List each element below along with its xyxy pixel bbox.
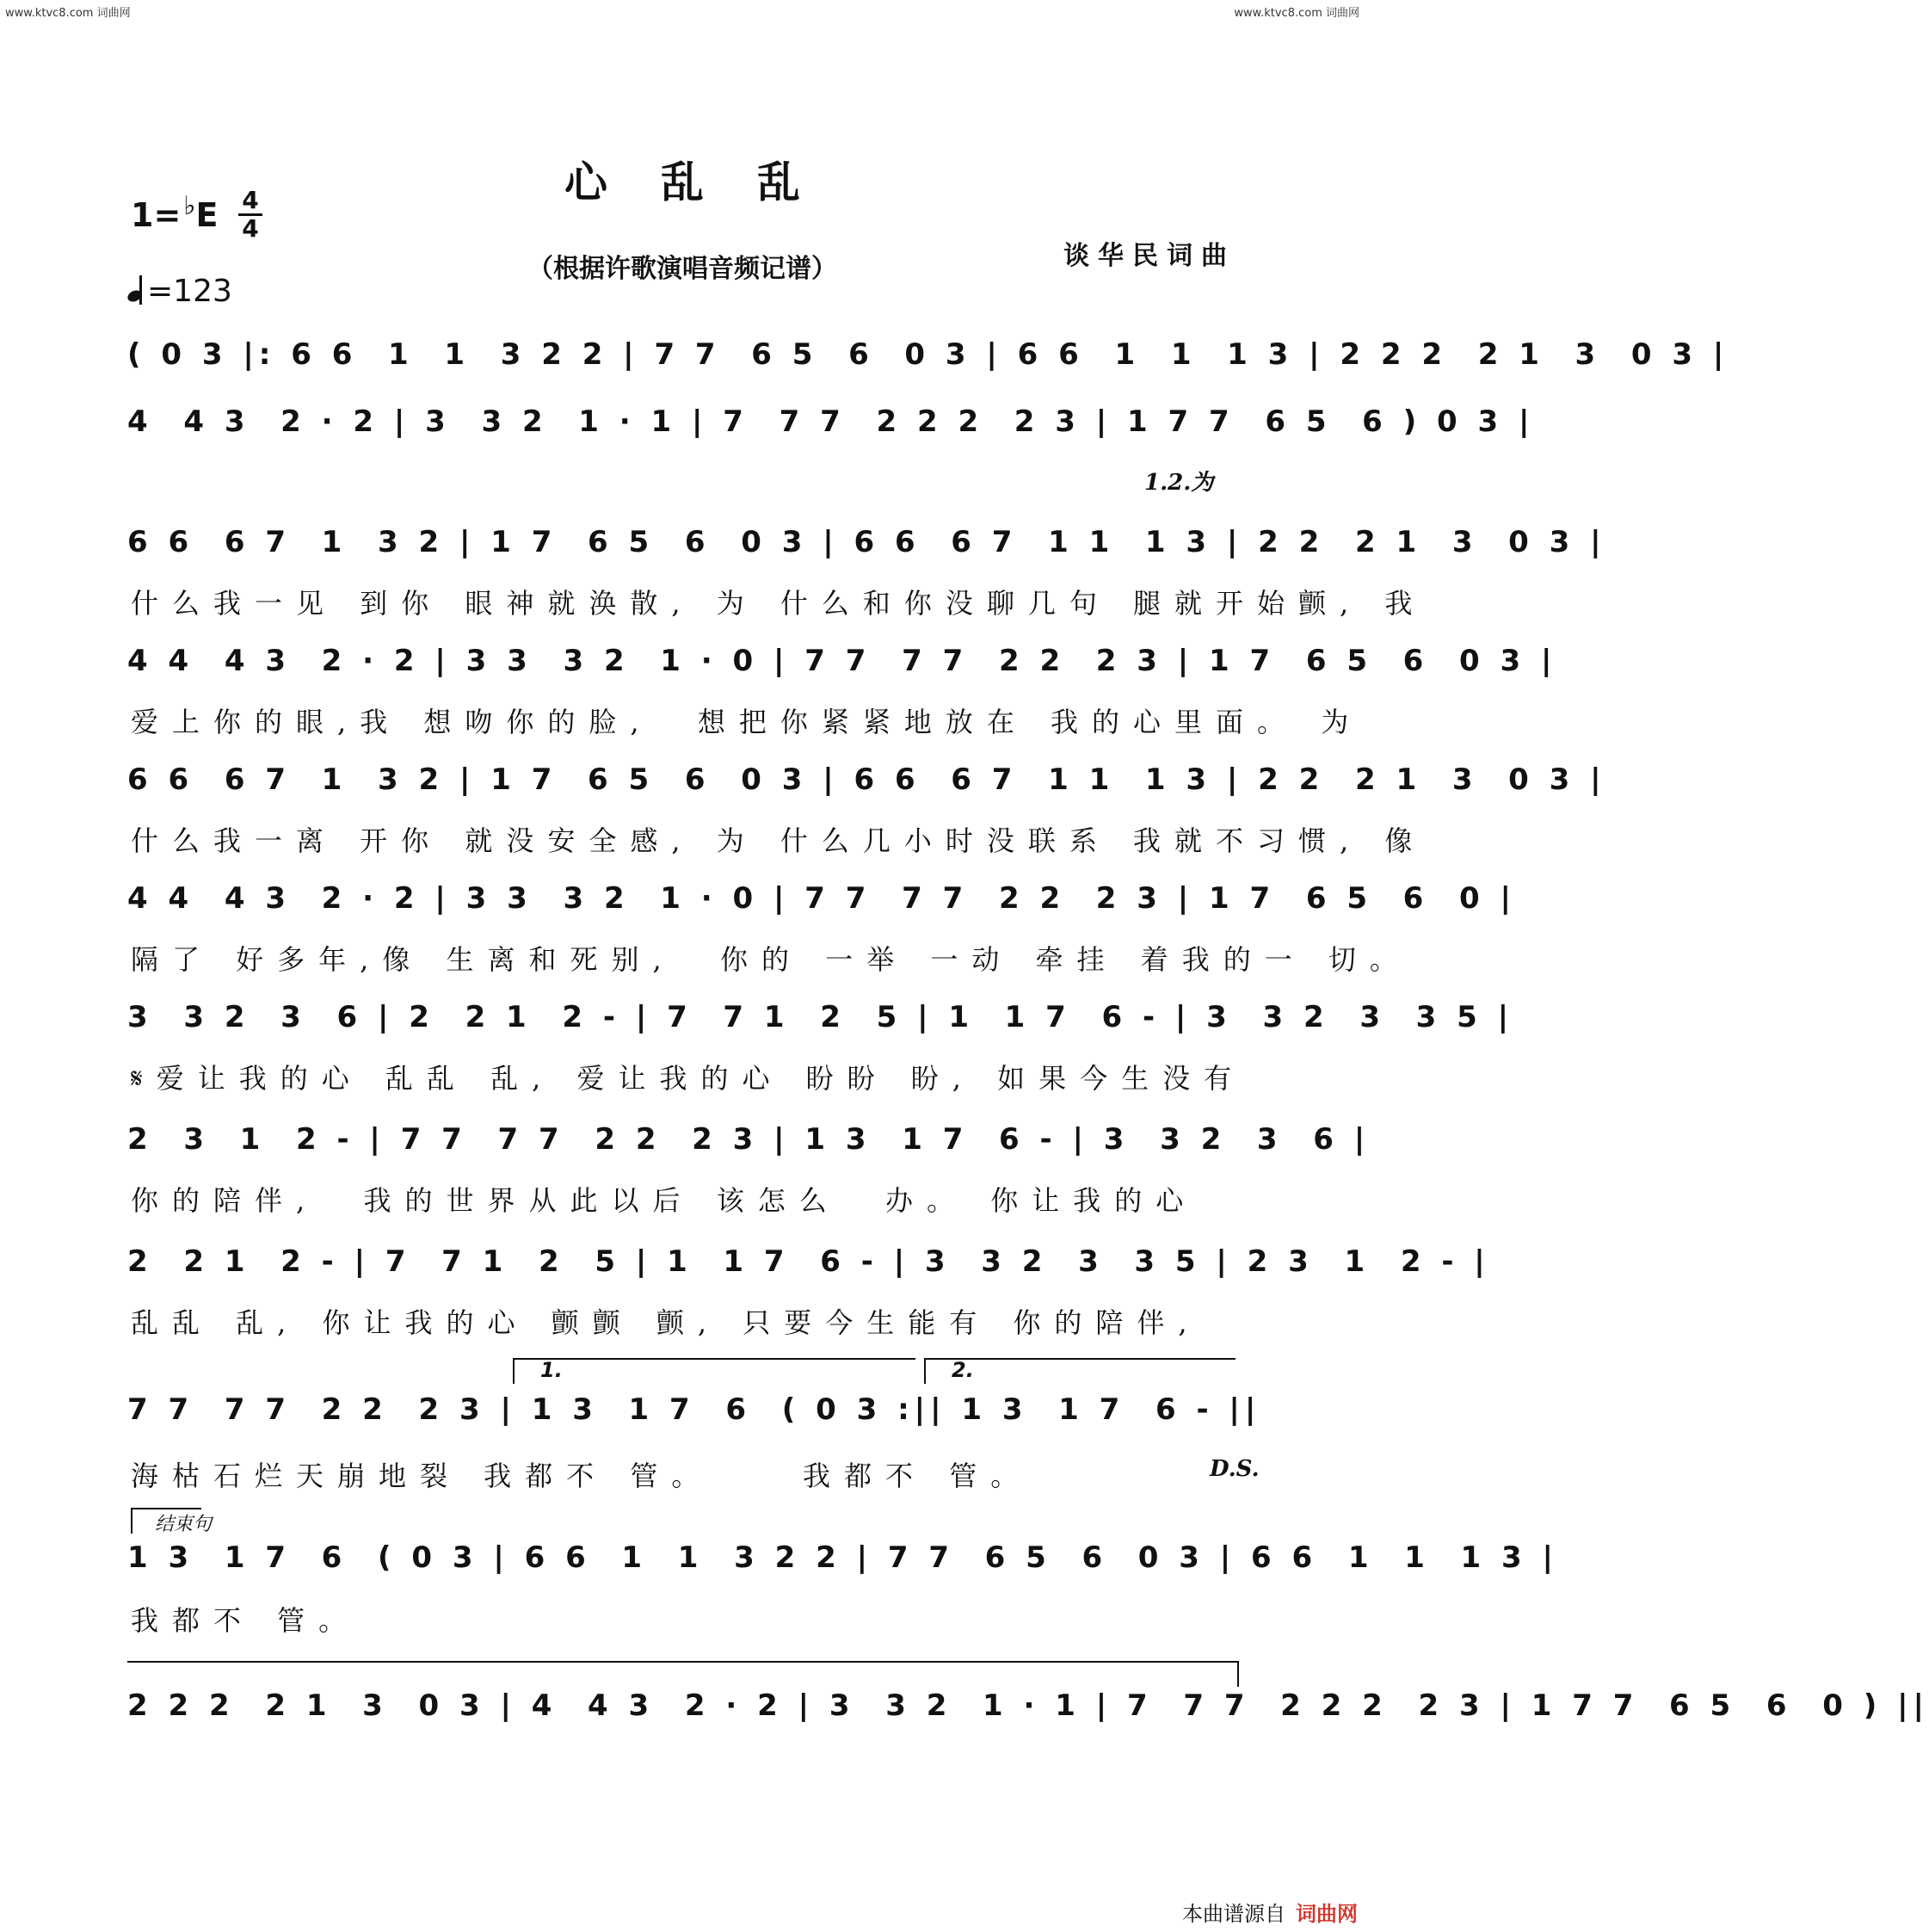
row-notes: 2 3 1 2 - | 7 7 7 7 2 2 2 3 | 1 3 1 7 6 - | 3 3 2 3 6 | [127,1122,1371,1157]
notation-row [127,1540,1558,1589]
song-credit: 谈华民词曲 [1063,241,1236,271]
row-notes: 7 7 7 7 2 2 2 3 | 1 3 1 7 6 ( 0 3 :|| 1 3 1 7 6 - || [127,1392,1261,1427]
notation-row [127,525,1606,573]
lyric-line: 隔了 好多年,像 生离和死别, 你的 一举 一动 牵挂 着我的一 切。 [131,943,1411,976]
lyric-line: 乱乱 乱, 你让我的心 颤颤 颤, 只要今生能有 你的陪伴, [131,1306,1201,1339]
first-ending-lead: 1.2.为 [1144,470,1214,496]
row-notes: 4 4 4 3 2 · 2 | 3 3 3 2 1 · 0 | 7 7 7 7 2 2 2 3 | 1 7 6 5 6 0 3 | [127,644,1557,678]
volta-second-label: 2. [952,1358,974,1382]
row-notes: 4 4 3 2 · 2 | 3 3 2 1 · 1 | 7 7 7 2 2 2 2 3 | 1 7 7 6 5 6 ) 0 3 | [127,404,1535,439]
volta-first-label: 1. [540,1358,563,1382]
footer-brand[interactable]: 词曲网 [1296,1902,1358,1926]
ds-mark: D.S. [1210,1456,1260,1482]
lyric-line: 𝄋爱让我的心 乱乱 乱, 爱让我的心 盼盼 盼, 如果今生没有 [131,1062,1246,1095]
song-subtitle: （根据许歌演唱音频记谱） [527,254,837,284]
watermark-right: www.ktvc8.com 词曲网 [1234,7,1359,20]
notation-row [127,762,1606,811]
time-signature [237,188,264,242]
notation-row [127,337,1729,386]
meter-top: 4 [242,186,259,214]
notation-row [127,1000,1514,1048]
song-title: 心乱乱 [564,157,854,207]
lyric-line: 你的陪伴, 我的世界从此以后 该怎么 办。 你让我的心 [131,1184,1198,1217]
key-prefix: 1= [131,196,182,234]
lyric-line: 爱上你的眼,我 想吻你的脸, 想把你紧紧地放在 我的心里面。 为 [131,706,1363,738]
row-notes: 2 2 1 2 - | 7 7 1 2 5 | 1 1 7 6 - | 3 3 2 3 3 5 | 2 3 1 2 - | [127,1244,1490,1279]
volta-first [513,1358,915,1384]
coda-label: 结束句 [155,1514,213,1535]
flat-icon: ♭ [183,191,196,221]
key-letter: E [195,196,219,234]
notation-row [127,881,1516,929]
notation-row [127,644,1557,692]
watermark-left: www.ktvc8.com 词曲网 [5,7,131,20]
lyric-line: 什么我一见 到你 眼神就涣散, 为 什么和你没聊几句 腿就开始颤, 我 [131,587,1427,620]
lyric-line: 什么我一离 开你 就没安全感, 为 什么几小时没联系 我就不习惯, 像 [131,824,1427,857]
row-notes: 6 6 6 7 1 3 2 | 1 7 6 5 6 0 3 | 6 6 6 7 1 1 1 3 | 2 2 2 1 3 0 3 | [127,525,1606,559]
notation-row [127,1244,1490,1293]
row-notes: 1 3 1 7 6 ( 0 3 | 6 6 1 1 3 2 2 | 7 7 6 5 6 0 3 | 6 6 1 1 1 3 | [127,1540,1558,1575]
notation-row [127,404,1535,453]
lyric-line: 海枯石烂天崩地裂 我都不 管。 我都不 管。 [131,1460,1032,1492]
row-notes: 4 4 4 3 2 · 2 | 3 3 3 2 1 · 0 | 7 7 7 7 2 2 2 3 | 1 7 6 5 6 0 | [127,881,1516,916]
note-stem [139,275,142,305]
footer-text: 本曲谱源自 [1182,1902,1285,1926]
key-signature [131,191,218,234]
final-system-bracket [127,1661,1239,1687]
notation-row [127,1122,1371,1170]
row-notes: 6 6 6 7 1 3 2 | 1 7 6 5 6 0 3 | 6 6 6 7 1 1 1 3 | 2 2 2 1 3 0 3 | [127,762,1606,797]
volta-second [924,1358,1236,1384]
tempo-value: =123 [147,274,232,309]
row-notes: 2 2 2 2 1 3 0 3 | 4 4 3 2 · 2 | 3 3 2 1 · 1 | 7 7 7 2 2 2 2 3 | 1 7 7 6 5 6 0 ) || [127,1688,1929,1723]
meter-bottom: 4 [242,214,259,243]
row-notes: ( 0 3 |: 6 6 1 1 3 2 2 | 7 7 6 5 6 0 3 | 6 6 1 1 1 3 | 2 2 2 2 1 3 0 3 | [127,337,1729,372]
notation-row [127,1392,1261,1441]
notation-row [127,1688,1929,1737]
footer-source [1182,1897,1358,1927]
tempo-marking [127,274,232,309]
row-notes: 3 3 2 3 6 | 2 2 1 2 - | 7 7 1 2 5 | 1 1 7 6 - | 3 3 2 3 3 5 | [127,1000,1514,1034]
lyric-line: 我都不 管。 [131,1604,361,1637]
